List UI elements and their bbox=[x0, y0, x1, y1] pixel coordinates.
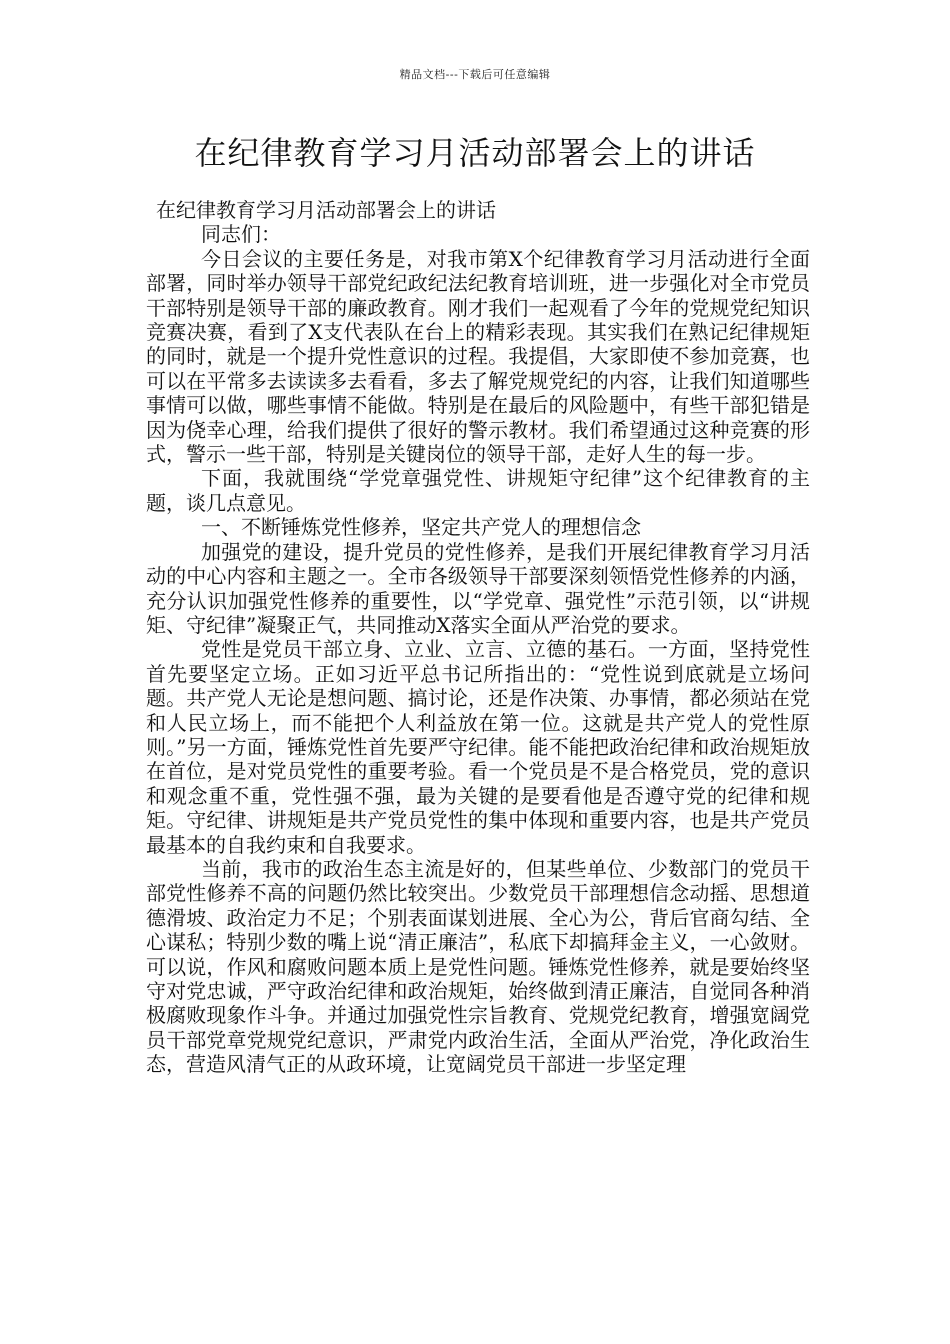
paragraph-party-building: 加强党的建设，提升党员的党性修养，是我们开展纪律教育学习月活动的中心内容和主题之一。全市各级领导干部要深刻领悟党性修养的内涵，充分认识加强党性修养的重要性，以“学党章、强党性”示范引领，以“讲规矩、守纪律”凝聚正气，共同推动X落实全面从严治党的要求。 bbox=[146, 539, 810, 637]
paragraph-party-spirit: 党性是党员干部立身、立业、立言、立德的基石。一方面，坚持党性首先要坚定立场。正如习近平总书记所指出的：“党性说到底就是立场问题。共产党人无论是想问题、搞讨论，还是作决策、办事情，都必须站在党和人民立场上，而不能把个人利益放在第一位。这就是共产党人的党性原则。”另一方面，锤炼党性首先要严守纪律。能不能把政治纪律和政治规矩放在首位，是对党员党性的重要考验。看一个党员是不是合格党员，党的意识和观念重不重，党性强不强，最为关键的是要看他是否遵守党的纪律和规矩。守纪律、讲规矩是共产党员党性的集中体现和重要内容，也是共产党员最基本的自我约束和自我要求。 bbox=[146, 637, 810, 857]
header-note: 精品文档---下载后可任意编辑 bbox=[399, 68, 551, 81]
document-body bbox=[146, 198, 810, 1077]
section-heading-1: 一、不断锤炼党性修养，坚定共产党人的理想信念 bbox=[201, 515, 641, 540]
document-subtitle: 在纪律教育学习月活动部署会上的讲话 bbox=[156, 198, 496, 222]
page-title: 在纪律教育学习月活动部署会上的讲话 bbox=[194, 134, 756, 172]
paragraph-intro: 今日会议的主要任务是，对我市第X个纪律教育学习月活动进行全面部署，同时举办领导干部党纪政纪法纪教育培训班，进一步强化对全市党员干部特别是领导干部的廉政教育。刚才我们一起观看了今年的党规党纪知识竞赛决赛，看到了X支代表队在台上的精彩表现。其实我们在熟记纪律规矩的同时，就是一个提升党性意识的过程。我提倡，大家即使不参加竞赛，也可以在平常多去读读多去看看，多去了解党规党纪的内容，让我们知道哪些事情可以做，哪些事情不能做。特别是在最后的风险题中，有些干部犯错是因为侥幸心理，给我们提供了很好的警示教材。我们希望通过这种竞赛的形式，警示一些干部，特别是关键岗位的领导干部，走好人生的每一步。 bbox=[146, 246, 810, 467]
greeting: 同志们： bbox=[201, 222, 281, 247]
paragraph-topic: 下面，我就围绕“学党章强党性、讲规矩守纪律”这个纪律教育的主题，谈几点意见。 bbox=[146, 466, 810, 515]
paragraph-current-situation: 当前，我市的政治生态主流是好的，但某些单位、少数部门的党员干部党性修养不高的问题仍然比较突出。少数党员干部理想信念动摇、思想道德滑坡、政治定力不足；个别表面谋划进展、全心为公，背后官商勾结、全心谋私；特别少数的嘴上说“清正廉洁”，私底下却搞拜金主义，一心敛财。可以说，作风和腐败问题本质上是党性问题。锤炼党性修养，就是要始终坚守对党忠诚，严守政治纪律和政治规矩，始终做到清正廉洁，自觉同各种消极腐败现象作斗争。并通过加强党性宗旨教育、党规党纪教育，增强宽阔党员干部党章党规党纪意识，严肃党内政治生活，全面从严治党，净化政治生态，营造风清气正的从政环境，让宽阔党员干部进一步坚定理 bbox=[146, 856, 810, 1077]
